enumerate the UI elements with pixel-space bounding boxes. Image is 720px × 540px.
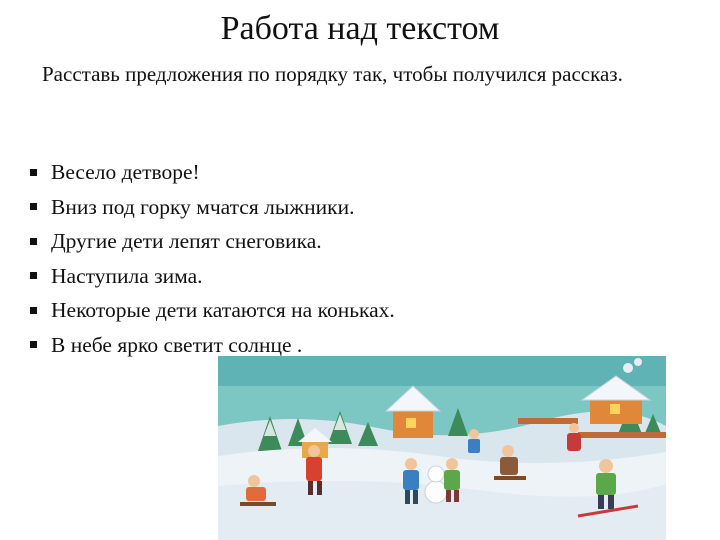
bullet-icon — [30, 307, 37, 314]
list-item — [30, 190, 395, 225]
task-instruction: Расставь предложения по порядку так, чтобы получился рассказ. — [42, 62, 623, 86]
sentence-list — [30, 155, 395, 362]
sentence-text: Некоторые дети катаются на коньках. — [51, 298, 395, 322]
sentence-text: Вниз под горку мчатся лыжники. — [51, 194, 355, 219]
bullet-icon — [30, 341, 37, 348]
bullet-icon — [30, 203, 37, 210]
sentence-text: Весело детворе! — [51, 160, 200, 184]
bullet-icon — [30, 272, 37, 279]
winter-scene-illustration — [218, 356, 666, 540]
sentence-text: В небе ярко светит солнце . — [51, 332, 303, 357]
bullet-icon — [30, 169, 37, 176]
slide-title: Работа над текстом — [220, 10, 500, 47]
list-item — [30, 224, 395, 259]
sentence-text: Другие дети лепят снеговика. — [51, 229, 322, 253]
list-item — [30, 155, 395, 190]
list-item — [30, 259, 395, 294]
list-item — [30, 293, 395, 328]
sentence-text: Наступила зима. — [51, 263, 203, 288]
bullet-icon — [30, 238, 37, 245]
